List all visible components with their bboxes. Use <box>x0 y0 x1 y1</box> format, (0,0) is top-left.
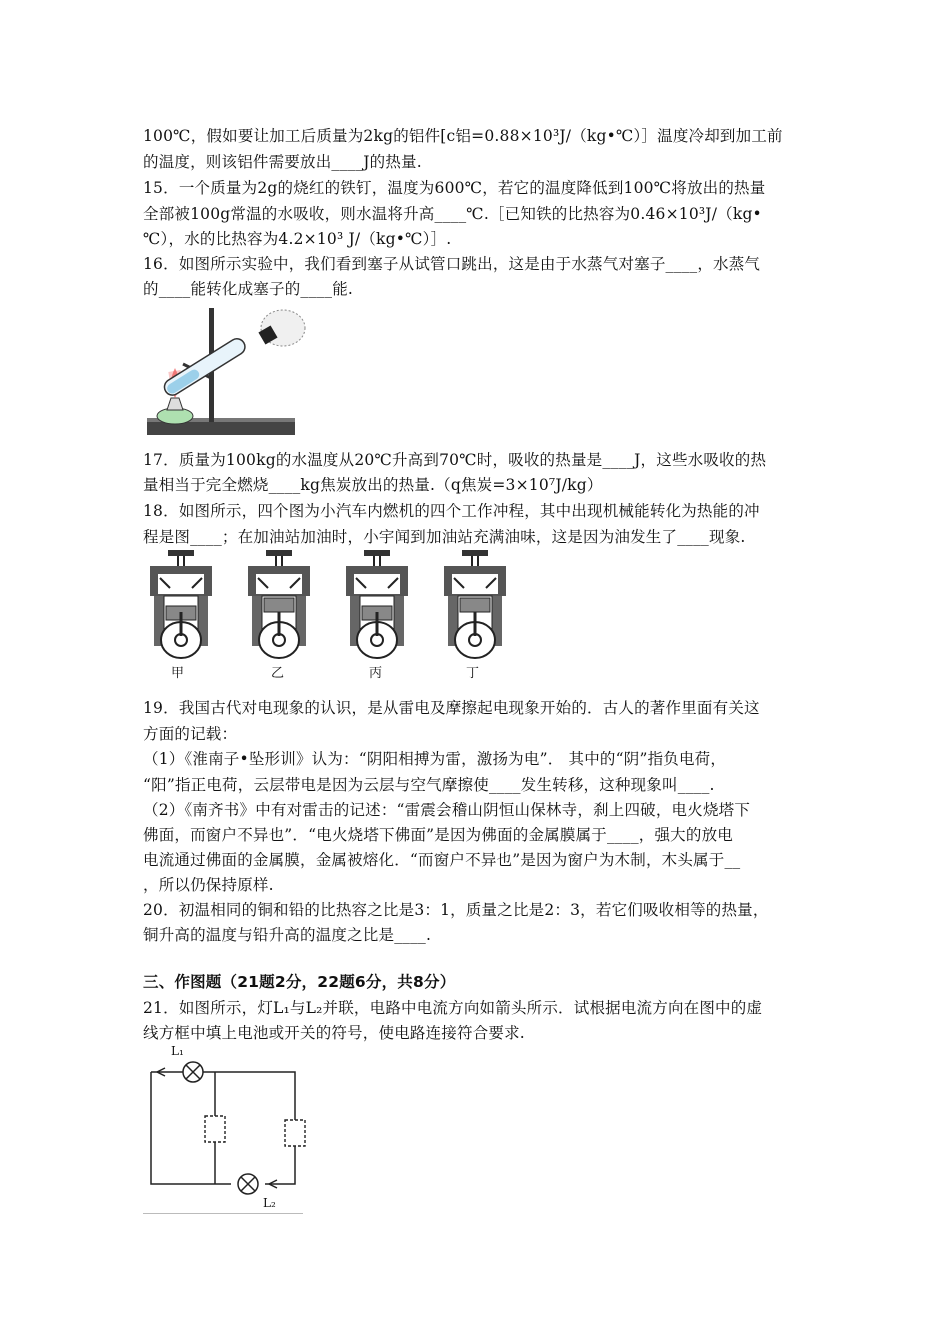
question-18: 18．如图所示，四个图为小汽车内燃机的四个工作冲程，其中出现机械能转化为热能的冲 <box>143 502 760 520</box>
engine-label-ding: 丁 <box>466 666 480 681</box>
question-17: 17．质量为100kg的水温度从20℃升高到70℃时，吸收的热量是____J，这些水吸收的热 <box>143 451 767 469</box>
line: 全部被100g常温的水吸收，则水温将升高____℃.［已知铁的比热容为0.46×10³J/（kg• <box>143 205 762 223</box>
line: “阳”指正电荷，云层带电是因为云层与空气摩擦使____发生转移，这种现象叫____. <box>143 776 715 794</box>
line: 线方框中填上电池或开关的符号，使电路连接符合要求. <box>143 1024 525 1042</box>
engine-label-jia: 甲 <box>171 666 185 681</box>
line: 100℃，假如要让加工后质量为2kg的铝件[c铝=0.88×10³J/（kg•℃）］温度冷却到加工前 <box>143 127 783 145</box>
question-19: 19．我国古代对电现象的认识，是从雷电及摩擦起电现象开始的．古人的著作里面有关这 <box>143 699 760 717</box>
dashed-box-left <box>205 1116 225 1142</box>
line: 铜升高的温度与铅升高的温度之比是____. <box>143 926 432 944</box>
engine-diagram <box>150 550 212 658</box>
engine-diagram <box>346 550 408 658</box>
engine-diagram <box>444 550 506 658</box>
question-16: 16．如图所示实验中，我们看到塞子从试管口跳出，这是由于水蒸气对塞子____，水蒸气 <box>143 255 761 273</box>
section-heading: 三、作图题（21题2分，22题6分，共8分） <box>143 973 456 991</box>
label-l1: L₁ <box>171 1044 184 1058</box>
question-21: 21．如图所示，灯L₁与L₂并联，电路中电流方向如箭头所示．试根据电流方向在图中的虚 <box>143 999 763 1017</box>
engine-label-bing: 丙 <box>369 666 383 681</box>
engine-strokes-figure <box>143 548 513 683</box>
engine-label-yi: 乙 <box>271 666 285 681</box>
line: ℃），水的比热容为4.2×10³ J/（kg•℃）］. <box>143 230 452 248</box>
line: 的温度，则该铝件需要放出____J的热量. <box>143 153 422 171</box>
label-l2: L₂ <box>263 1196 276 1210</box>
question-20: 20．初温相同的铜和铅的比热容之比是3：1，质量之比是2：3，若它们吸收相等的热量， <box>143 901 769 919</box>
line: 方面的记载： <box>143 725 238 743</box>
line: ，所以仍保持原样. <box>143 876 274 894</box>
line: 电流通过佛面的金属膜，金属被熔化．“而窗户不异也”是因为窗户为木制，木头属于__ <box>143 851 741 869</box>
line: （2）《南齐书》中有对雷击的记述：“雷震会稽山阴恒山保林寺，刹上四破，电火烧塔下 <box>143 801 751 819</box>
lamp-l1 <box>183 1062 203 1082</box>
question-15: 15．一个质量为2g的烧红的铁钉，温度为600℃，若它的温度降低到100℃将放出的热量 <box>143 179 766 197</box>
line: 量相当于完全燃烧____kg焦炭放出的热量.（q焦炭=3×10⁷J/kg） <box>143 476 603 494</box>
circuit-figure <box>143 1044 308 1216</box>
engine-diagram <box>248 550 310 658</box>
line: （1）《淮南子•坠形训》认为：“阴阳相搏为雷，激扬为电”． 其中的“阴”指负电荷， <box>143 750 727 768</box>
dashed-box-right <box>285 1120 305 1146</box>
line: 的____能转化成塞子的____能. <box>143 280 354 298</box>
line: 佛面，而窗户不异也”．“电火烧塔下佛面”是因为佛面的金属膜属于____，强大的放电 <box>143 826 733 844</box>
line: 程是图____；在加油站加油时，小宇闻到加油站充满油味，这是因为油发生了____现象. <box>143 528 746 546</box>
test-tube-figure <box>143 298 308 443</box>
lamp-l2 <box>238 1174 258 1194</box>
